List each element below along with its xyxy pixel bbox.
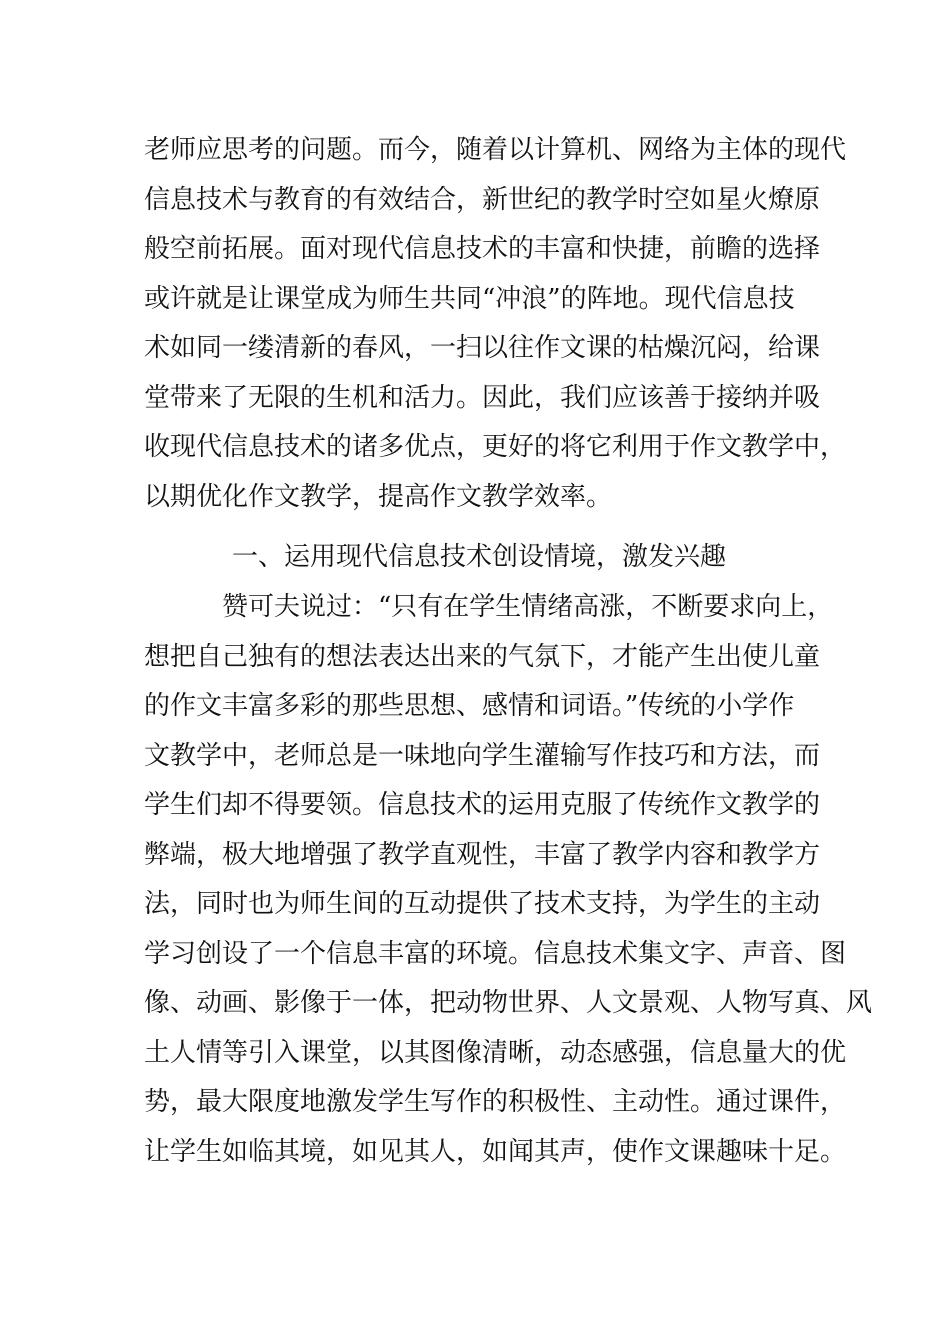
paragraph-line: 像、动画、影像于一体，把动物世界、人文景观、人物写真、风: [144, 988, 873, 1018]
paragraph-body: [144, 583, 873, 1177]
paragraph-line: 收现代信息技术的诸多优点，更好的将它利用于作文教学中，: [144, 432, 847, 462]
paragraph-line: 学习创设了一个信息丰富的环境。信息技术集文字、声音、图: [144, 938, 847, 969]
paragraph-line: 以期优化作文教学，提高作文教学效率。: [144, 481, 613, 512]
section-heading: 一、运用现代信息技术创设情境，激发兴趣: [232, 542, 727, 572]
paragraph-line: 法，同时也为师生间的互动提供了技术支持，为学生的主动: [144, 889, 821, 919]
paragraph-line: 般空前拓展。面对现代信息技术的丰富和快捷，前瞻的选择: [144, 234, 821, 264]
paragraph-line: 老师应思考的问题。而今，随着以计算机、网络为主体的现代: [144, 135, 847, 165]
paragraph-line: 想把自己独有的想法表达出来的气氛下，才能产生出使儿童: [144, 641, 821, 672]
paragraph-line: 让学生如临其境，如见其人，如闻其声，使作文课趣味十足。: [144, 1136, 847, 1167]
paragraph-line: 信息技术与教育的有效结合，新世纪的教学时空如星火燎原: [144, 184, 821, 215]
paragraph-line: 文教学中，老师总是一味地向学生灌输写作技巧和方法，而: [144, 740, 821, 771]
paragraph-line: 弊端，极大地增强了教学直观性，丰富了教学内容和教学方: [144, 839, 821, 870]
paragraph-line: 的作文丰富多彩的那些思想、感情和词语。”传统的小学作: [144, 691, 795, 721]
paragraph-line: 堂带来了无限的生机和活力。因此，我们应该善于接纳并吸: [144, 382, 821, 413]
paragraph-line: 势，最大限度地激发学生写作的积极性、主动性。通过课件，: [144, 1087, 847, 1117]
paragraph-intro: [144, 126, 847, 522]
paragraph-line: 学生们却不得要领。信息技术的运用克服了传统作文教学的: [144, 790, 821, 820]
paragraph-line: 赞可夫说过：“只有在学生情绪高涨，不断要求向上，: [144, 592, 834, 622]
paragraph-line: 术如同一缕清新的春风，一扫以往作文课的枯燥沉闷，给课: [144, 333, 821, 363]
paragraph-line: 或许就是让课堂成为师生共同“冲浪”的阵地。现代信息技: [144, 283, 795, 314]
paragraph-line: 土人情等引入课堂，以其图像清晰，动态感强，信息量大的优: [144, 1037, 847, 1068]
